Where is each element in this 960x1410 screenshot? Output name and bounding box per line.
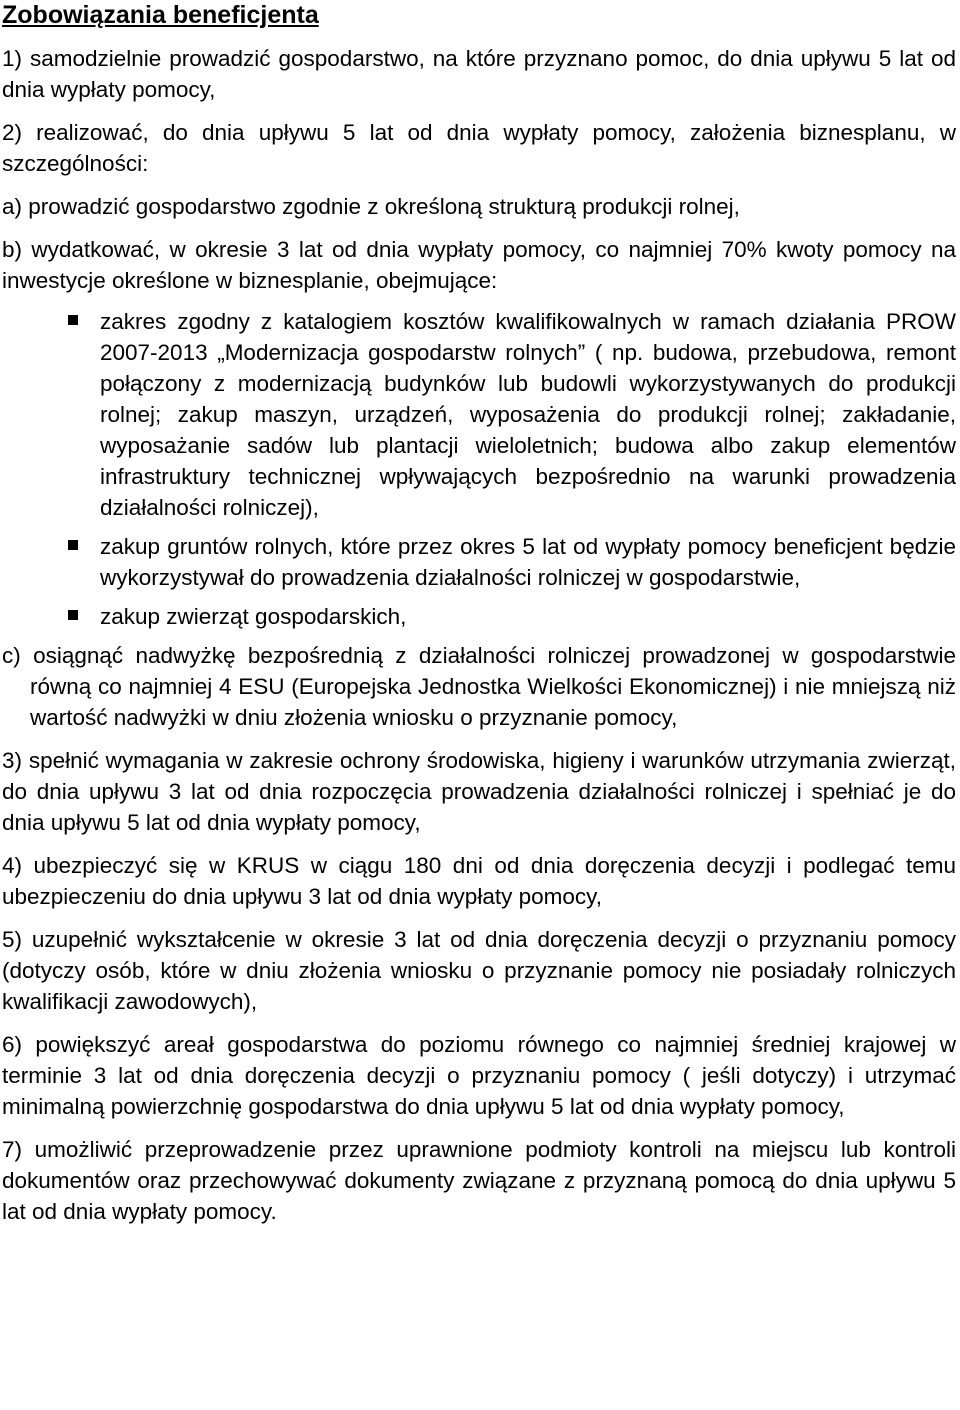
- bullet-text-livestock: zakup zwierząt gospodarskich,: [100, 604, 407, 629]
- page-title: Zobowiązania beneficjenta: [2, 1, 319, 29]
- bullet-text-scope: zakres zgodny z katalogiem kosztów kwalifikowalnych w ramach działania PROW 2007-2013 „Modernizacja gospodarstw rolnych” ( np. budowa, przebudowa, remont połączony z modernizacją budynków lub budowli wykorzystywanych do produkcji rolnej; zakup maszyn, urządzeń, wyposażenia do produkcji rolnej; zakładanie, wyposażanie sadów lub plantacji wieloletnich; budowa albo zakup elementów infrastruktury technicznej wpływających bezpośrednio na warunki prowadzenia działalności rolniczej),: [100, 309, 956, 520]
- obligation-4: 4) ubezpieczyć się w KRUS w ciągu 180 dni od dnia doręczenia decyzji i podlegać temu ubezpieczeniu do dnia upływu 3 lat od dnia wypłaty pomocy,: [2, 853, 956, 909]
- square-bullet-icon: [68, 610, 78, 620]
- square-bullet-icon: [68, 315, 78, 325]
- obligation-3: 3) spełnić wymagania w zakresie ochrony środowiska, higieny i warunków utrzymania zwierząt, do dnia upływu 3 lat od dnia rozpoczęcia prowadzenia działalności rolniczej i spełniać je do dnia upływu 5 lat od dnia wypłaty pomocy,: [2, 748, 956, 835]
- bullet-item-land: [2, 531, 956, 593]
- bullet-item-livestock: [2, 601, 956, 632]
- obligation-1: 1) samodzielnie prowadzić gospodarstwo, na które przyznano pomoc, do dnia upływu 5 lat od dnia wypłaty pomocy,: [2, 46, 956, 102]
- obligation-7: 7) umożliwić przeprowadzenie przez uprawnione podmioty kontroli na miejscu lub kontroli dokumentów oraz przechowywać dokumenty związane z przyznaną pomocą do dnia upływu 5 lat od dnia wypłaty pomocy.: [2, 1137, 956, 1224]
- obligation-2a: a) prowadzić gospodarstwo zgodnie z określoną strukturą produkcji rolnej,: [2, 194, 740, 219]
- square-bullet-icon: [68, 540, 78, 550]
- obligation-2c: c) osiągnąć nadwyżkę bezpośrednią z działalności rolniczej prowadzonej w gospodarstwie równą co najmniej 4 ESU (Europejska Jednostka Wielkości Ekonomicznej) i nie mniejszą niż wartość nadwyżki w dniu złożenia wniosku o przyznanie pomocy,: [2, 643, 956, 730]
- bullet-item-scope: [2, 306, 956, 523]
- obligation-6: 6) powiększyć areał gospodarstwa do poziomu równego co najmniej średniej krajowej w terminie 3 lat od dnia doręczenia decyzji o przyznaniu pomocy ( jeśli dotyczy) i utrzymać minimalną powierzchnię gospodarstwa do dnia upływu 5 lat od dnia wypłaty pomocy,: [2, 1032, 956, 1119]
- bullet-text-land: zakup gruntów rolnych, które przez okres 5 lat od wypłaty pomocy beneficjent będzie wykorzystywał do prowadzenia działalności rolniczej w gospodarstwie,: [100, 534, 956, 590]
- obligation-5: 5) uzupełnić wykształcenie w okresie 3 lat od dnia doręczenia decyzji o przyznaniu pomocy (dotyczy osób, które w dniu złożenia wniosku o przyznanie pomocy nie posiadały rolniczych kwalifikacji zawodowych),: [2, 927, 956, 1014]
- obligation-2: 2) realizować, do dnia upływu 5 lat od dnia wypłaty pomocy, założenia biznesplanu, w szczególności:: [2, 120, 956, 176]
- obligation-2b: b) wydatkować, w okresie 3 lat od dnia wypłaty pomocy, co najmniej 70% kwoty pomocy na inwestycje określone w biznesplanie, obejmujące:: [2, 237, 956, 293]
